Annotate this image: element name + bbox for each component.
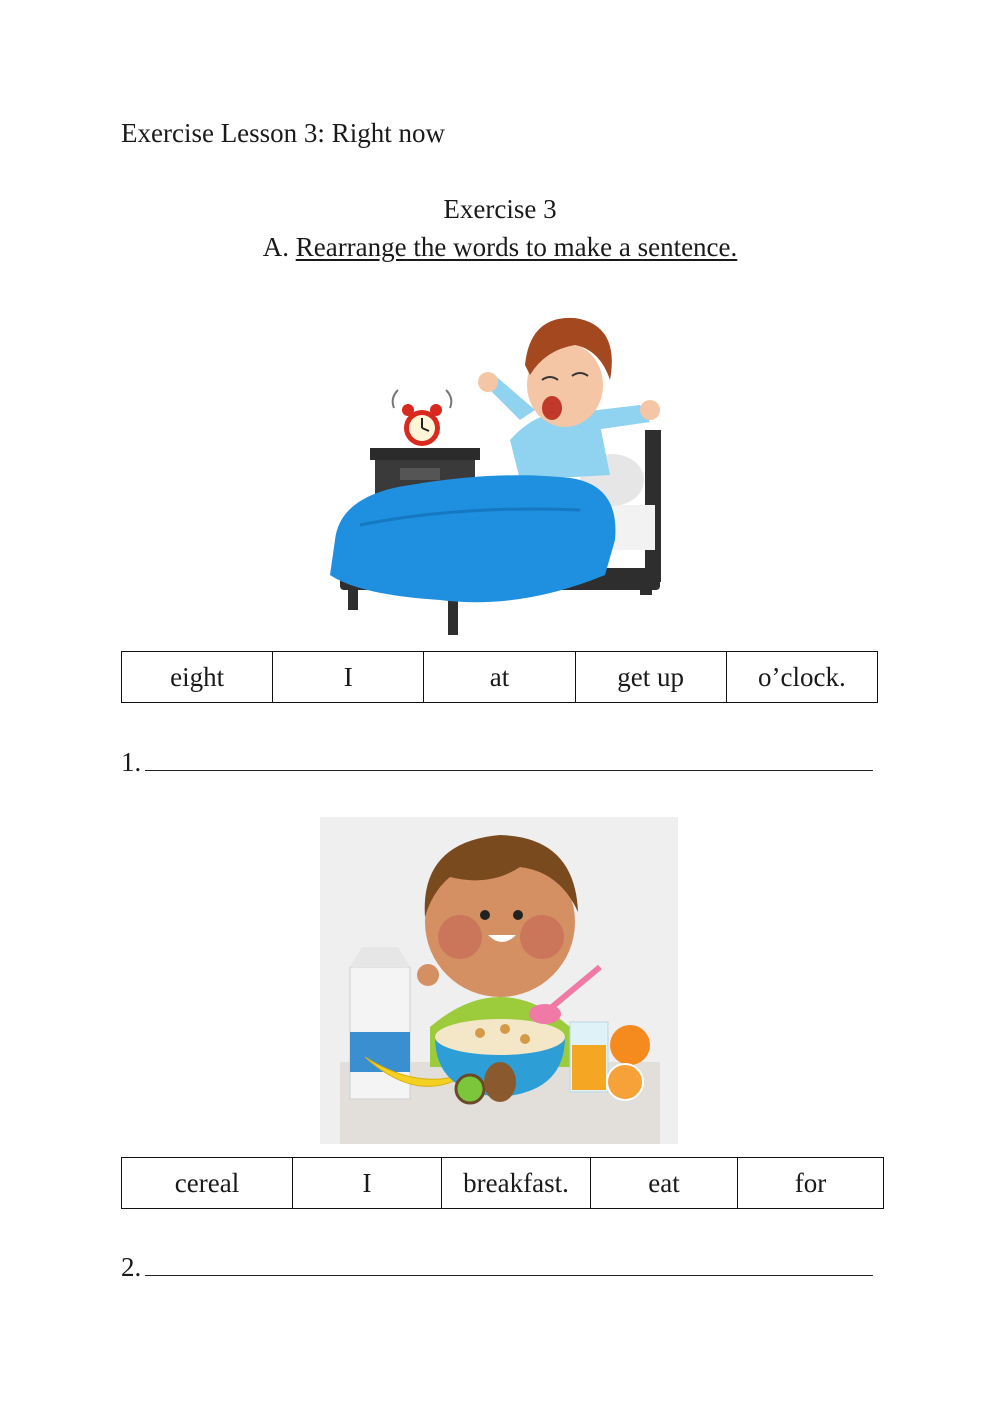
word-cell: eat [591, 1158, 738, 1209]
word-table-1 [121, 651, 878, 703]
boy-waking-up-illustration [320, 310, 665, 645]
alarm-clock-icon [393, 390, 452, 446]
word-cell: cereal [122, 1158, 293, 1209]
word-cell: breakfast. [442, 1158, 591, 1209]
answer-line-2[interactable] [121, 1245, 878, 1283]
instruction-text: Rearrange the words to make a sentence. [295, 232, 738, 262]
instruction [0, 232, 1000, 263]
question-number: 1. [121, 747, 142, 777]
word-cell: at [424, 652, 575, 703]
exercise-title: Exercise 3 [443, 194, 557, 224]
word-row [122, 1158, 884, 1209]
word-row [122, 652, 878, 703]
word-cell: I [273, 652, 424, 703]
answer-line-1[interactable] [121, 740, 878, 778]
word-cell: get up [575, 652, 726, 703]
word-cell: eight [122, 652, 273, 703]
boy-breakfast-illustration [320, 817, 678, 1144]
word-cell: I [293, 1158, 442, 1209]
word-table-2 [121, 1157, 884, 1209]
question-number: 2. [121, 1252, 142, 1282]
instruction-prefix: A. [262, 232, 289, 262]
answer-blank[interactable] [145, 1245, 873, 1276]
word-cell: for [738, 1158, 884, 1209]
lesson-title: Exercise Lesson 3: Right now [121, 118, 445, 148]
word-cell: o’clock. [726, 652, 877, 703]
answer-blank[interactable] [145, 740, 873, 771]
